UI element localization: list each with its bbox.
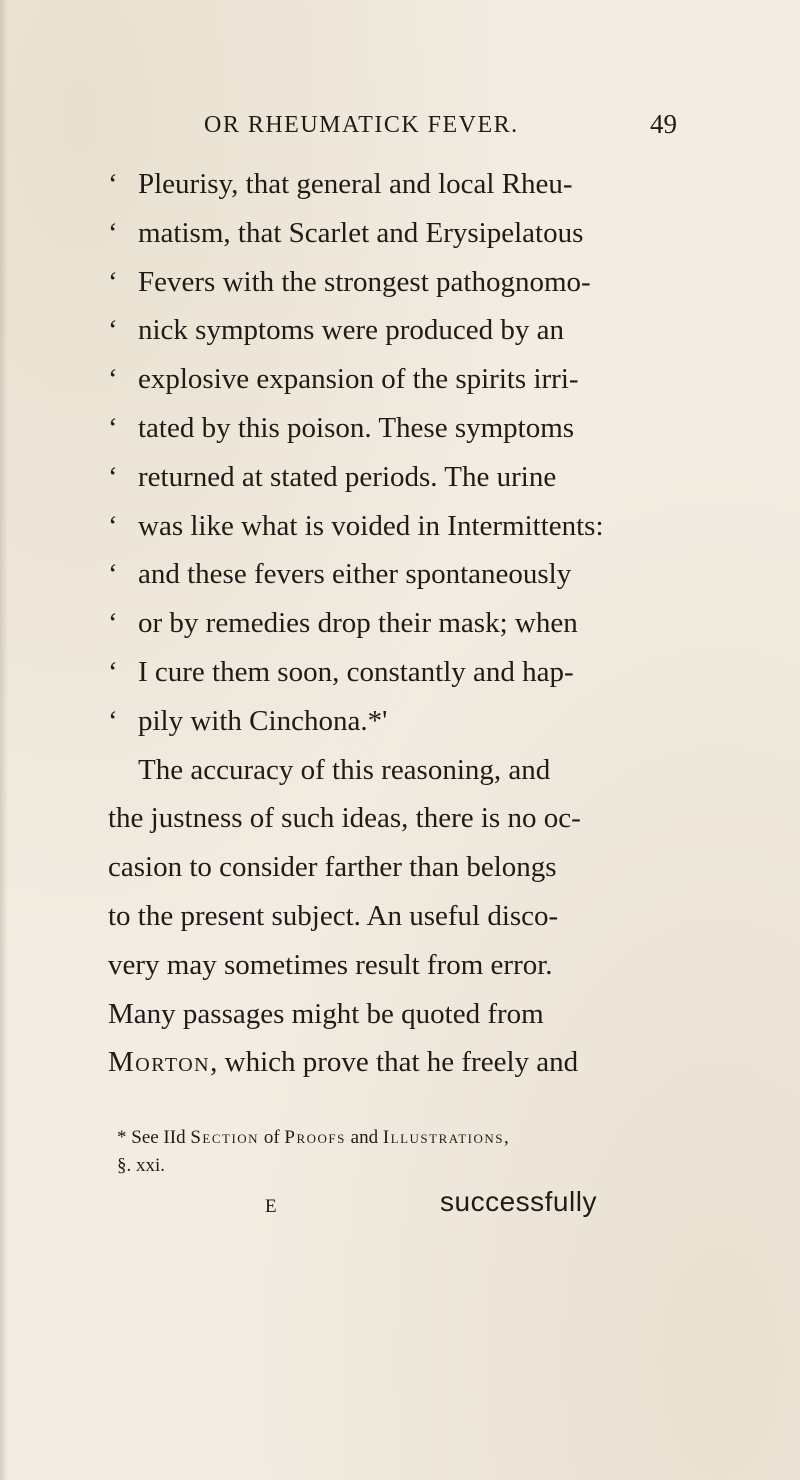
quote-mark: ‘: [108, 704, 118, 737]
quoted-line: ‘ Fevers with the strongest pathognomo-: [108, 258, 688, 307]
running-title: OR RHEUMATICK FEVER.: [204, 112, 519, 138]
quoted-line: ‘ I cure them soon, constantly and hap-: [108, 648, 688, 697]
quoted-line: ‘ or by remedies drop their mask; when: [108, 599, 688, 648]
paragraph-line: Many passages might be quoted from: [108, 997, 544, 1030]
quote-mark: ‘: [108, 509, 118, 542]
footnote-line: §. xxi.: [117, 1155, 166, 1176]
quote-mark: ‘: [108, 216, 118, 249]
paragraph-line: to the present subject. An useful disco-: [108, 899, 559, 932]
signature-mark: E: [265, 1196, 277, 1217]
quote-mark: ‘: [108, 265, 118, 298]
footnote: [117, 1124, 697, 1180]
paragraph-line: the justness of such ideas, there is no oc-: [108, 802, 581, 835]
quote-mark: ‘: [108, 411, 118, 444]
quote-mark: ‘: [108, 655, 118, 688]
quoted-line: ‘ explosive expansion of the spirits irri-: [108, 355, 688, 404]
quote-mark: ‘: [108, 314, 118, 347]
quote-mark: ‘: [108, 460, 118, 493]
quoted-line: ‘ and these fevers either spontaneously: [108, 550, 688, 599]
quote-mark: ‘: [108, 363, 118, 396]
paragraph-line: casion to consider farther than belongs: [108, 851, 557, 884]
quoted-line: ‘ nick symptoms were produced by an: [108, 306, 688, 355]
quoted-line: ‘ was like what is voided in Intermittents:: [108, 502, 688, 551]
page-number: 49: [650, 109, 677, 139]
quote-mark: ‘: [108, 607, 118, 640]
body-text: [108, 160, 688, 1087]
paragraph-line: The accuracy of this reasoning, and: [138, 753, 551, 786]
quoted-line: ‘ Pleurisy, that general and local Rheu-: [108, 160, 688, 209]
quoted-line: ‘ matism, that Scarlet and Erysipelatous: [108, 209, 688, 258]
quoted-line: ‘ returned at stated periods. The urine: [108, 453, 688, 502]
quoted-line: ‘ tated by this poison. These symptoms: [108, 404, 688, 453]
page-edge-shadow: [0, 0, 8, 1480]
catchword: successfully: [440, 1186, 597, 1217]
paragraph-line: very may sometimes result from error.: [108, 948, 553, 981]
footnote-line: * See IId Section of Proofs and Illustrations,: [117, 1127, 511, 1148]
running-head: [204, 112, 656, 148]
author-name: Morton: [108, 1046, 211, 1079]
quote-mark: ‘: [108, 168, 118, 200]
quote-mark: ‘: [108, 558, 118, 591]
quoted-line: ‘ pily with Cinchona.*': [108, 697, 688, 746]
paragraph-line: Morton, which prove that he freely and: [108, 1046, 579, 1079]
